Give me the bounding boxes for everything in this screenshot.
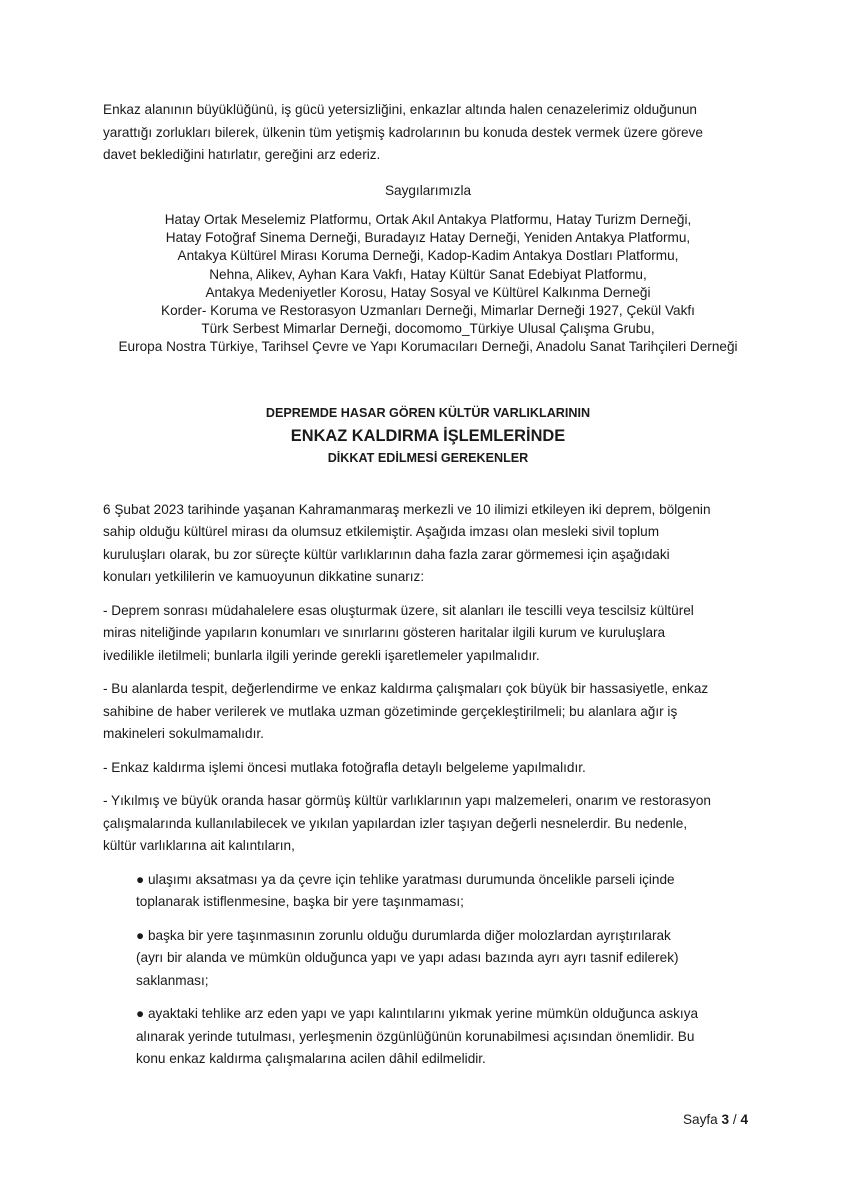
- text-line: Enkaz alanının büyüklüğünü, iş gücü yetersizliğini, enkazlar altında halen cenazelerimiz olduğunun: [103, 102, 697, 117]
- text-line: kuruluşları olarak, bu zor süreçte kültür varlıklarının daha fazla zarar görmemesi için aşağıdaki: [103, 546, 670, 562]
- paragraph: [103, 678, 753, 746]
- intro-paragraph: [103, 99, 753, 167]
- text-line: 6 Şubat 2023 tarihinde yaşanan Kahramanmaraş merkezli ve 10 ilimizi etkileyen iki deprem, bölgenin: [103, 501, 711, 517]
- page-current: 3: [721, 1112, 730, 1127]
- heading-line-2: ENKAZ KALDIRMA İŞLEMLERİNDE: [290, 426, 566, 445]
- page-number: [103, 1110, 748, 1130]
- paragraph: [103, 757, 753, 780]
- text-line: kültür varlıklarına ait kalıntıların,: [103, 838, 295, 854]
- paragraph-text: [103, 678, 753, 746]
- salutation-block: [103, 180, 753, 203]
- document-page: [103, 99, 753, 1082]
- signatory-line: Europa Nostra Türkiye, Tarihsel Çevre ve Yapı Korumacıları Derneği, Anadolu Sanat Tarihçileri Derneği: [118, 339, 738, 355]
- text-line: saklanması;: [136, 972, 209, 988]
- paragraph: [103, 600, 753, 668]
- text-line: - Deprem sonrası müdahalelere esas oluşturmak üzere, sit alanları ile tescilli veya tescilsiz kültürel: [103, 602, 694, 618]
- document-body: [103, 499, 753, 1071]
- page-label: Sayfa: [682, 1112, 718, 1127]
- text-line: (ayrı bir alanda ve mümkün olduğunca yapı ve yapı adası bazında ayrı ayrı tasnif edilerek): [136, 950, 679, 966]
- text-line: alınarak yerinde tutulması, yerleşmenin özgünlüğünün korunabilmesi açısından önemlidir. Bu: [136, 1028, 695, 1044]
- bullet-item: [136, 869, 753, 914]
- section-heading: [103, 403, 753, 469]
- bullet-item: [136, 925, 753, 993]
- text-line: sahip olduğu kültürel mirası da olumsuz etkilemiştir. Aşağıda imzası olan mesleki sivil toplum: [103, 524, 660, 540]
- bullet-item: [136, 1003, 753, 1071]
- salutation: Saygılarımızla: [384, 182, 472, 198]
- signatory-line: Nehna, Alikev, Ayhan Kara Vakfı, Hatay Kültür Sanat Edebiyat Platformu,: [209, 266, 647, 282]
- signatory-line: Antakya Kültürel Mirası Koruma Derneği, Kadop-Kadim Antakya Dostları Platformu,: [177, 248, 679, 264]
- paragraph: [103, 499, 753, 589]
- paragraph-text: [103, 757, 753, 780]
- text-line: ● başka bir yere taşınmasının zorunlu olduğu durumlarda diğer molozlardan ayrıştırılarak: [136, 927, 671, 943]
- text-line: miras niteliğinde yapıların konumları ve sınırlarını gösteren haritalar ilgili kurum ve kuruluşlara: [103, 625, 666, 641]
- text-line: makineleri sokulmamalıdır.: [103, 726, 264, 742]
- text-line: konu enkaz kaldırma çalışmalarına acilen dâhil edilmelidir.: [136, 1051, 486, 1067]
- text-line: yarattığı zorlukları bilerek, ülkenin tüm yetişmiş kadrolarının bu konuda destek vermek üzere göreve: [103, 124, 703, 140]
- text-line: sahibine de haber verilerek ve mutlaka uzman gözetiminde gerçekleştirilmeli; bu alanlara ağır iş: [103, 703, 678, 719]
- signatory-line: Korder- Koruma ve Restorasyon Uzmanları Derneği, Mimarlar Derneği 1927, Çekül Vakfı: [161, 303, 695, 319]
- signatory-line: Antakya Medeniyetler Korosu, Hatay Sosyal ve Kültürel Kalkınma Derneği: [205, 284, 651, 300]
- signatory-line: Türk Serbest Mimarlar Derneği, docomomo_Türkiye Ulusal Çalışma Grubu,: [201, 321, 655, 337]
- heading-line-3: DİKKAT EDİLMESİ GEREKENLER: [327, 450, 529, 465]
- page-total: 4: [740, 1112, 748, 1127]
- signatory-line: Hatay Ortak Meselemiz Platformu, Ortak Akıl Antakya Platformu, Hatay Turizm Derneği,: [164, 212, 692, 227]
- signatory-line: Hatay Fotoğraf Sinema Derneği, Buradayız Hatay Derneği, Yeniden Antakya Platformu,: [165, 230, 691, 246]
- page-separator: /: [732, 1112, 737, 1127]
- heading-line-1: DEPREMDE HASAR GÖREN KÜLTÜR VARLIKLARININ: [265, 405, 591, 420]
- text-line: davet beklediğini hatırlatır, gereğini arz ederiz.: [103, 147, 381, 162]
- bullet-list: [103, 869, 753, 1071]
- paragraph-text: [103, 600, 753, 668]
- paragraph-text: [103, 790, 753, 858]
- text-line: ● ayaktaki tehlike arz eden yapı ve yapı kalıntılarını yıkmak yerine mümkün olduğunca askıya: [136, 1006, 699, 1022]
- text-line: - Yıkılmış ve büyük oranda hasar görmüş kültür varlıklarının yapı malzemeleri, onarım ve restorasyon: [103, 793, 711, 809]
- text-line: - Bu alanlarda tespit, değerlendirme ve enkaz kaldırma çalışmaları çok büyük bir hassasiyetle, enkaz: [103, 681, 709, 697]
- text-line: çalışmalarında kullanılabilecek ve yıkılan yapılardan izler taşıyan değerli nesnelerdir. Bu nedenle,: [103, 815, 688, 831]
- signatories-list: [103, 211, 753, 357]
- paragraph-text: [103, 499, 753, 589]
- paragraph: [103, 790, 753, 858]
- text-line: - Enkaz kaldırma işlemi öncesi mutlaka fotoğrafla detaylı belgeleme yapılmalıdır.: [103, 759, 586, 775]
- text-line: konuları yetkililerin ve kamuoyunun dikkatine sunarız:: [103, 569, 425, 585]
- text-line: toplanarak istiflenmesine, başka bir yere taşınmaması;: [136, 894, 464, 910]
- text-line: ● ulaşımı aksatması ya da çevre için tehlike yaratması durumunda öncelikle parseli içinde: [136, 871, 675, 887]
- text-line: ivedilikle iletilmeli; bunlarla ilgili yerinde gerekli işaretlemeler yapılmalıdır.: [103, 647, 540, 663]
